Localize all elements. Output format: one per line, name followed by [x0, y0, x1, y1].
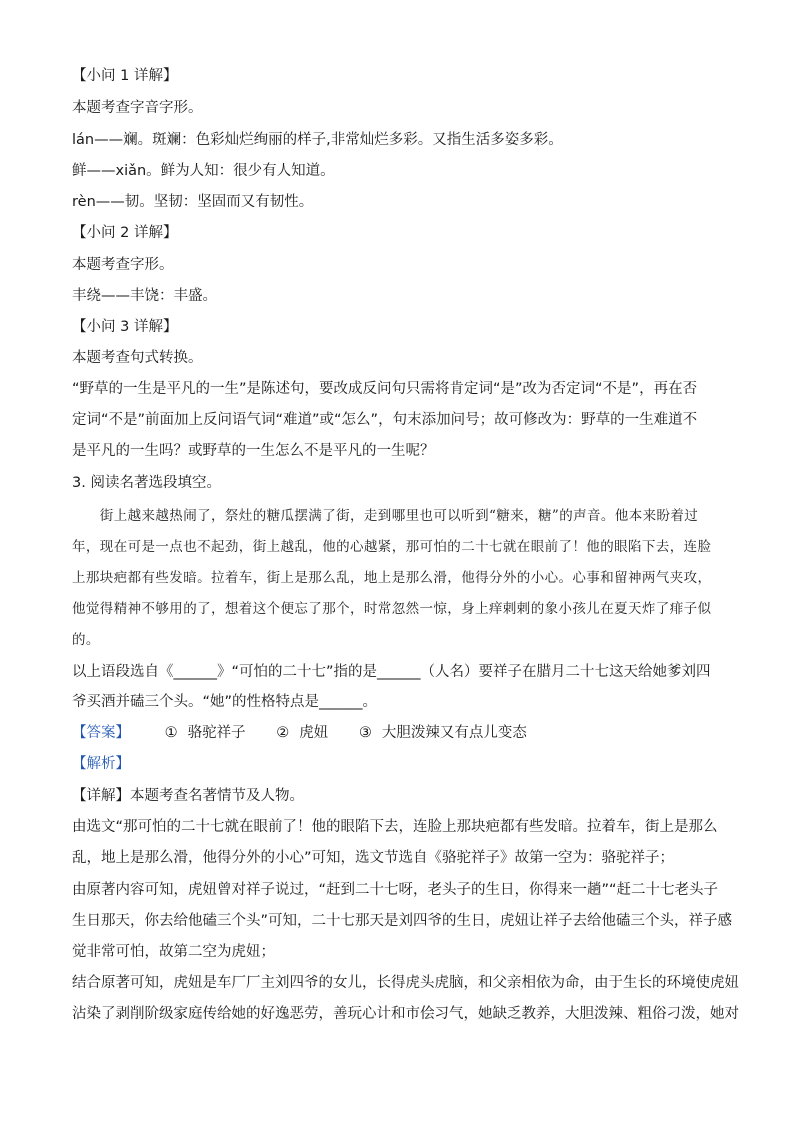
- explanation-line: 沾染了剥削阶级家庭传给她的好逸恶劳，善玩心计和市侩习气，她缺乏教养，大胆泼辣、粗俗刁泼，她对: [72, 1006, 739, 1022]
- part3-intro: 本题考查句式转换。: [72, 350, 203, 366]
- part2-intro: 本题考查字形。: [72, 257, 174, 273]
- part3-line: 定词“不是”前面加上反问语气词“难道”或“怎么”，句末添加问号；故可修改为：野草的一生难道不: [72, 412, 698, 428]
- explanation-line: 乱，地上是那么滑，他得分外的小心”可知，选文节选自《骆驼祥子》故第一空为：骆驼祥子；: [72, 850, 675, 866]
- answer-item: [359, 723, 527, 743]
- question3-title: 3. 阅读名著选段填空。: [72, 475, 221, 491]
- passage-line: 上那块疤都有些发暗。拉着车，街上是那么乱，地上是那么滑，他得分外的小心。心事和留神两气夹攻，: [72, 570, 712, 586]
- part2-line: 丰绕——丰饶：丰盛。: [72, 288, 217, 304]
- answer-text: 骆驼祥子: [187, 725, 246, 741]
- blank-3: ______: [319, 694, 363, 710]
- passage-line: 他觉得精神不够用的了，想着这个便忘了那个，时常忽然一惊，身上痒剌剌的象小孩儿在夏天炸了痱子似: [72, 601, 712, 617]
- passage-line: 街上越来越热闹了，祭灶的糖瓜摆满了街，走到哪里也可以听到“糖来，糖”的声音。他本来盼着过: [72, 508, 699, 524]
- answer-number: ②: [276, 725, 290, 741]
- explanation-line: 觉非常可怕，故第二空为虎妞；: [72, 944, 275, 960]
- fill-line-1: [72, 662, 724, 682]
- fill-text: 。: [362, 694, 378, 710]
- part1-line: rèn——韧。坚韧：坚固而又有韧性。: [72, 194, 314, 210]
- fill-text: 》“可怕的二十七”指的是: [217, 664, 378, 680]
- answer-text: 大胆泼辣又有点儿变态: [381, 725, 527, 741]
- answer-row: [72, 723, 724, 743]
- detail-label: 【详解】: [72, 788, 130, 804]
- detail-text: 本题考查名著情节及人物。: [130, 788, 304, 804]
- explanation-line: 生日那天，你去给他磕三个头”可知，二十七那天是刘四爷的生日，虎妞让祥子去给他磕三个头，祥子感: [72, 913, 733, 929]
- explanation-line: 由选文“那可怕的二十七就在眼前了！他的眼陷下去，连脸上那块疤都有些发暗。拉着车，街上是那么: [72, 819, 718, 835]
- part3-line: 是平凡的一生吗？或野草的一生怎么不是平凡的一生呢？: [72, 443, 435, 459]
- blank-2: ______: [377, 664, 421, 680]
- passage-line: 的。: [72, 632, 100, 648]
- fill-text: （人名）要祥子在腊月二十七这天给她爹刘四: [420, 664, 711, 680]
- fill-line-2: [72, 692, 724, 712]
- part1-line: lán——斓。斑斓：色彩灿烂绚丽的样子,非常灿烂多彩。又指生活多姿多彩。: [72, 132, 563, 148]
- part1-line: 鲜——xiǎn。鲜为人知：很少有人知道。: [72, 163, 335, 179]
- part1-intro: 本题考查字音字形。: [72, 100, 203, 116]
- fill-text: 以上语段选自《: [72, 664, 174, 680]
- part1-heading: 【小问 1 详解】: [72, 68, 178, 84]
- answer-number: ③: [358, 725, 372, 741]
- analysis-label: 【解析】: [72, 756, 130, 772]
- answer-number: ①: [164, 725, 178, 741]
- answer-item: [165, 723, 246, 743]
- part2-heading: 【小问 2 详解】: [72, 225, 178, 241]
- blank-1: ______: [173, 664, 217, 680]
- detail-line: [72, 786, 724, 806]
- part3-heading: 【小问 3 详解】: [72, 319, 178, 335]
- fill-text: 爷买酒并磕三个头。“她”的性格特点是: [72, 694, 320, 710]
- answer-text: 虎妞: [299, 725, 329, 741]
- answer-item: [276, 723, 328, 743]
- answer-label: 【答案】: [72, 725, 130, 741]
- passage-line: 年，现在可是一点也不起劲，街上越乱，他的心越紧，那可怕的二十七就在眼前了！他的眼陷下去，连脸: [72, 539, 712, 555]
- explanation-line: 由原著内容可知，虎妞曾对祥子说过，“赶到二十七呀，老头子的生日，你得来一趟”“赶二十七老头子: [72, 882, 719, 898]
- explanation-line: 结合原著可知，虎妞是车厂厂主刘四爷的女儿，长得虎头虎脑，和父亲相依为命，由于生长的环境使虎妞: [72, 975, 739, 991]
- part3-line: “野草的一生是平凡的一生”是陈述句，要改成反问句只需将肯定词“是”改为否定词“不是”，再在否: [72, 381, 698, 397]
